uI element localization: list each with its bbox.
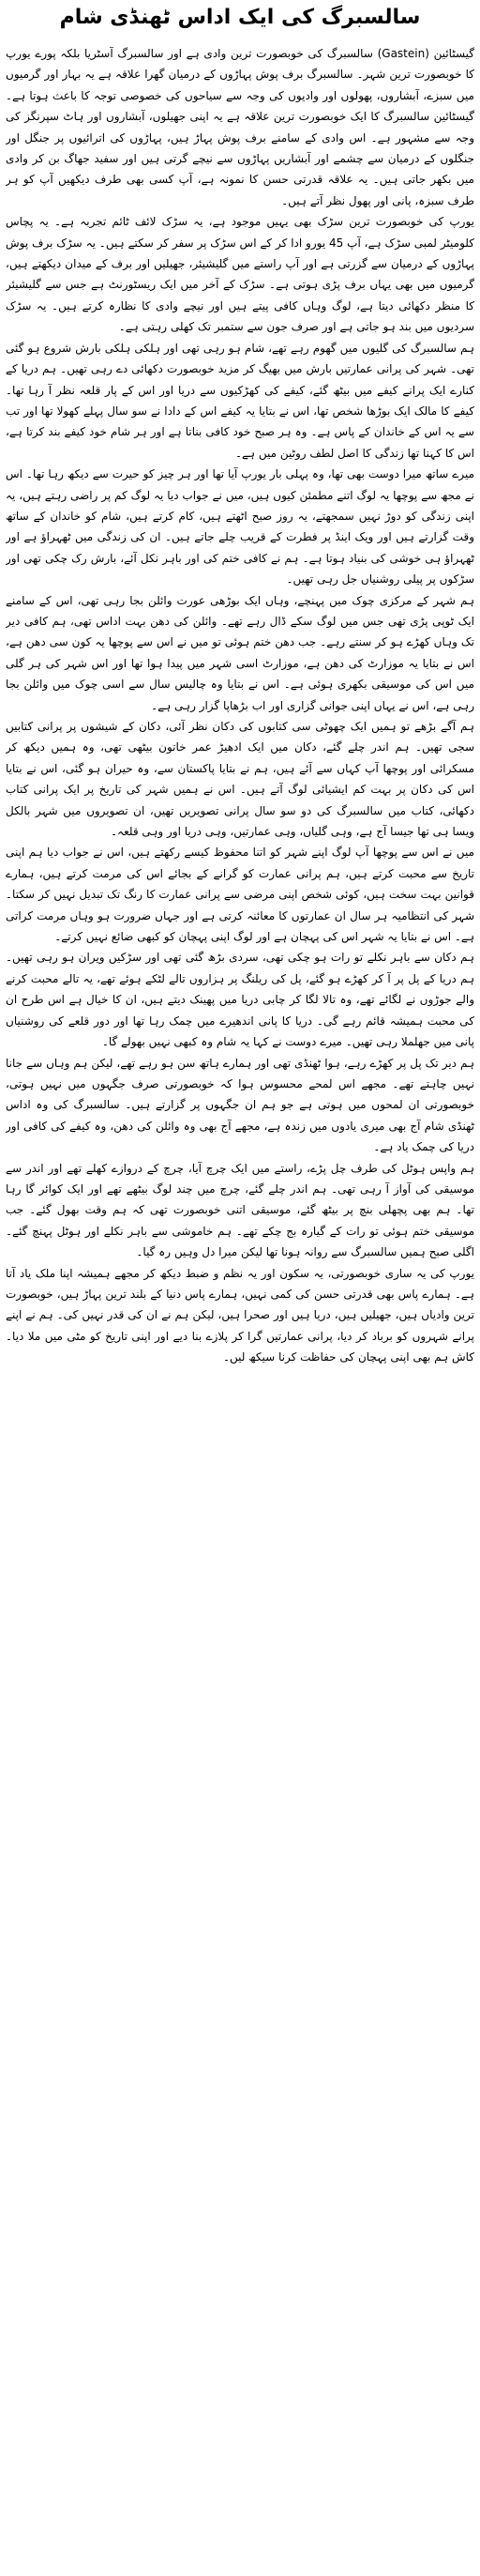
article-headline: سالسبرگ کی ایک اداس ٹھنڈی شام bbox=[59, 6, 421, 29]
paragraph: ہم واپس ہوٹل کی طرف چل پڑے، راستے میں ایک چرچ آیا، چرچ کے دروازے کھلے تھے اور اندر سے موسیقی کی آواز آ رہی تھی۔ ہم اندر چلے گئے، چرچ میں چند لوگ بیٹھے تھے اور ایک کوائر گا رہا تھا۔ ہم بھی پچھلی بنچ پر بیٹھ گئے، موسیقی اتنی خوبصورت تھی کہ ہم وقت بھول گئے۔ جب موسیقی ختم ہوئی تو رات کے گیارہ بج چکے تھے۔ ہم خاموشی سے باہر نکلے اور ہوٹل پہنچ گئے۔ اگلی صبح ہمیں سالسبرگ سے روانہ ہونا تھا لیکن میرا دل وہیں رہ گیا۔ bbox=[6, 1161, 474, 1259]
paragraph: یورپ کی خوبصورت ترین سڑک بھی یہیں موجود ہے، یہ سڑک لائف ٹائم تجربہ ہے۔ یہ پچاس کلومیٹر لمبی سڑک ہے، آپ 45 یورو ادا کر کے اس سڑک پر سفر کر سکتے ہیں۔ یہ سڑک برف پوش پہاڑوں کے درمیان سے گزرتی ہے اور آپ راستے میں گلیشیئر، جھیلیں اور برف کے میدان دیکھتے ہیں، گرمیوں میں بھی یہاں برف پڑی ہوتی ہے۔ سڑک کے آخر میں ایک ریسٹورنٹ ہے جس سے گلیشیئر کا منظر دکھائی دیتا ہے، لوگ وہاں کافی پیتے ہیں اور نیچے وادی کا نظارہ کرتے ہیں۔ یہ سڑک سردیوں میں بند ہو جاتی ہے اور صرف جون سے ستمبر تک کھلی رہتی ہے۔ bbox=[6, 215, 474, 334]
paragraph: ہم دکان سے باہر نکلے تو رات ہو چکی تھی، سردی بڑھ گئی تھی اور سڑکیں ویران ہو رہی تھیں۔ ہم دریا کے پل پر آ کر کھڑے ہو گئے، پل کی ریلنگ پر ہزاروں تالے لٹکے ہوئے تھے، یہ تالے محبت کرنے والے جوڑوں نے لگائے تھے، وہ تالا لگا کر چابی دریا میں پھینک دیتے ہیں، ان کا خیال ہے اس طرح ان کی محبت ہمیشہ قائم رہے گی۔ دریا کا پانی اندھیرے میں چمک رہا تھا اور دور قلعے کی روشنیاں پانی میں جھلملا رہی تھیں۔ میرے دوست نے کہا یہ شام وہ کبھی نہیں بھولے گا۔ bbox=[6, 951, 474, 1049]
paragraph: گیسٹائین (Gastein) سالسبرگ کی خوبصورت ترین وادی ہے اور سالسبرگ آسٹریا بلکہ پورے یورپ کا خوبصورت ترین شہر۔ سالسبرگ برف پوش پہاڑوں کے درمیان گھرا علاقہ ہے یہ بہار اور گرمیوں میں سبزے، آبشاروں، پھولوں اور وادیوں کی وجہ سے سیاحوں کی خصوصی توجہ کا باعث ہوتا ہے۔ گیسٹائین سالسبرگ کا ایک خوبصورت ترین علاقہ ہے یہ اپنی جھیلوں، آبشاروں اور ہاٹ سپرنگز کی وجہ سے مشہور ہے۔ اس وادی کے سامنے برف پوش پہاڑ ہیں، پہاڑوں کی اترائیوں پر جنگل اور جنگلوں کے درمیان سے چشمے اور آبشاریں پہاڑوں سے نیچے گرتی ہیں اور سفید جھاگ بن کر وادی میں بکھر جاتی ہیں۔ یہ علاقہ قدرتی حسن کا نمونہ ہے، آپ کسی بھی طرف دیکھیں آپ کو ہر طرف سبزہ، پانی اور پھول نظر آتے ہیں۔ bbox=[6, 47, 474, 207]
paragraph: ہم دیر تک پل پر کھڑے رہے، ہوا ٹھنڈی تھی اور ہمارے ہاتھ سن ہو رہے تھے، لیکن ہم وہاں سے جانا نہیں چاہتے تھے۔ مجھے اس لمحے محسوس ہوا کہ خوبصورتی صرف جگہوں میں نہیں ہوتی، خوبصورتی ان لمحوں میں ہوتی ہے جو ہم ان جگہوں پر گزارتے ہیں۔ سالسبرگ کی وہ اداس ٹھنڈی شام آج بھی میری یادوں میں زندہ ہے، مجھے آج بھی وہ وائلن کی دھن، وہ کیفے کی کافی اور دریا کی چمک یاد ہے۔ bbox=[6, 1056, 474, 1154]
paragraph: میں نے اس سے پوچھا آپ لوگ اپنے شہر کو اتنا محفوظ کیسے رکھتے ہیں، اس نے جواب دیا ہم اپنی تاریخ سے محبت کرتے ہیں، ہم پرانی عمارت کو گرانے کے بجائے اس کی مرمت کرتے ہیں، ہمارے قوانین بہت سخت ہیں، کوئی شخص اپنی مرضی سے پرانی عمارت کا رنگ تک تبدیل نہیں کر سکتا۔ شہر کی انتظامیہ ہر سال ان عمارتوں کا معائنہ کرتی ہے اور جہاں ضرورت ہو وہاں مرمت کراتی ہے۔ اس نے بتایا یہ شہر اس کی پہچان ہے اور لوگ اپنی پہچان کو کبھی ضائع نہیں کرتے۔ bbox=[6, 846, 474, 944]
article-body bbox=[6, 43, 474, 2568]
paragraph: میرے ساتھ میرا دوست بھی تھا، وہ پہلی بار یورپ آیا تھا اور ہر چیز کو حیرت سے دیکھ رہا تھا۔ اس نے مجھ سے پوچھا یہ لوگ اتنے مطمئن کیوں ہیں، میں نے جواب دیا یہ لوگ کم پر راضی رہتے ہیں، یہ اپنی زندگی کو دوڑ نہیں سمجھتے، یہ روز صبح اٹھتے ہیں، کام کرتے ہیں، شام کو خاندان کے ساتھ وقت گزارتے ہیں اور ویک اینڈ پر فطرت کے قریب چلے جاتے ہیں۔ ان کی زندگی میں ٹھہراؤ ہے اور ٹھہراؤ ہی خوشی کی بنیاد ہوتا ہے۔ ہم نے کافی ختم کی اور باہر نکل آئے، بارش رک چکی تھی اور سڑکوں پر پیلی روشنیاں جل رہی تھیں۔ bbox=[6, 467, 474, 587]
paragraph: ہم شہر کے مرکزی چوک میں پہنچے، وہاں ایک بوڑھی عورت وائلن بجا رہی تھی، اس کے سامنے ایک ٹوپی پڑی تھی جس میں لوگ سکے ڈال رہے تھے۔ وائلن کی دھن بہت اداس تھی، ہم کافی دیر تک وہاں کھڑے ہو کر سنتے رہے۔ جب دھن ختم ہوئی تو میں نے اس سے پوچھا یہ کون سی دھن ہے، اس نے بتایا یہ موزارٹ کی دھن ہے، موزارٹ اسی شہر میں پیدا ہوا تھا اور اس شہر کی ہر گلی میں اس کی موسیقی بکھری ہوئی ہے۔ اس نے بتایا وہ چالیس سال سے اسی چوک میں وائلن بجا رہی ہے، اس نے یہاں اپنی جوانی گزاری اور اب بڑھاپا گزار رہی ہے۔ bbox=[6, 593, 474, 712]
paragraph: ہم سالسبرگ کی گلیوں میں گھوم رہے تھے، شام ہو رہی تھی اور ہلکی ہلکی بارش شروع ہو گئی تھی۔ شہر کی پرانی عمارتیں بارش میں بھیگ کر مزید خوبصورت دکھائی دے رہی تھیں۔ ہم دریا کے کنارے ایک پرانے کیفے میں بیٹھ گئے، کیفے کی کھڑکیوں سے دریا اور اس کے پار قلعہ نظر آ رہا تھا۔ کیفے کا مالک ایک بوڑھا شخص تھا، اس نے بتایا یہ کیفے اس کے دادا نے سو سال پہلے کھولا تھا اور تب سے یہ اس کے خاندان کے پاس ہے۔ وہ ہر صبح خود کافی بناتا ہے اور ہر شام خود کیفے بند کرتا ہے، اس کا کہنا تھا زندگی کا اصل لطف روٹین میں ہے۔ bbox=[6, 341, 474, 460]
paragraph: ہم آگے بڑھے تو ہمیں ایک چھوٹی سی کتابوں کی دکان نظر آئی، دکان کے شیشوں پر پرانی کتابیں سجی تھیں۔ ہم اندر چلے گئے، دکان میں ایک ادھیڑ عمر خاتون بیٹھی تھی، وہ ہمیں دیکھ کر مسکرائی اور پوچھا آپ کہاں سے آئے ہیں، ہم نے بتایا پاکستان سے، وہ حیران ہو گئی، اس نے بتایا اس کی دکان پر بہت کم ایشیائی لوگ آتے ہیں۔ اس نے ہمیں شہر کی تاریخ پر ایک پرانی کتاب دکھائی، کتاب میں سالسبرگ کی دو سو سال پرانی تصویریں تھیں، ان تصویروں میں شہر بالکل ویسا ہی تھا جیسا آج ہے، وہی گلیاں، وہی عمارتیں، وہی دریا اور وہی قلعہ۔ bbox=[6, 720, 474, 839]
paragraph: یورپ کی یہ ساری خوبصورتی، یہ سکون اور یہ نظم و ضبط دیکھ کر مجھے ہمیشہ اپنا ملک یاد آتا ہے۔ ہمارے پاس بھی قدرتی حسن کی کمی نہیں، ہمارے پاس دنیا کے بلند ترین پہاڑ ہیں، خوبصورت ترین وادیاں ہیں، جھیلیں ہیں، دریا ہیں اور صحرا ہیں، لیکن ہم نے ان کی قدر نہیں کی۔ ہم نے اپنے پرانے شہروں کو برباد کر دیا، پرانی عمارتیں گرا کر پلازے بنا دیے اور اپنی تاریخ کو مٹی میں ملا دیا۔ کاش ہم بھی اپنی پہچان کی حفاظت کرنا سیکھ لیں۔ bbox=[6, 1266, 474, 1364]
